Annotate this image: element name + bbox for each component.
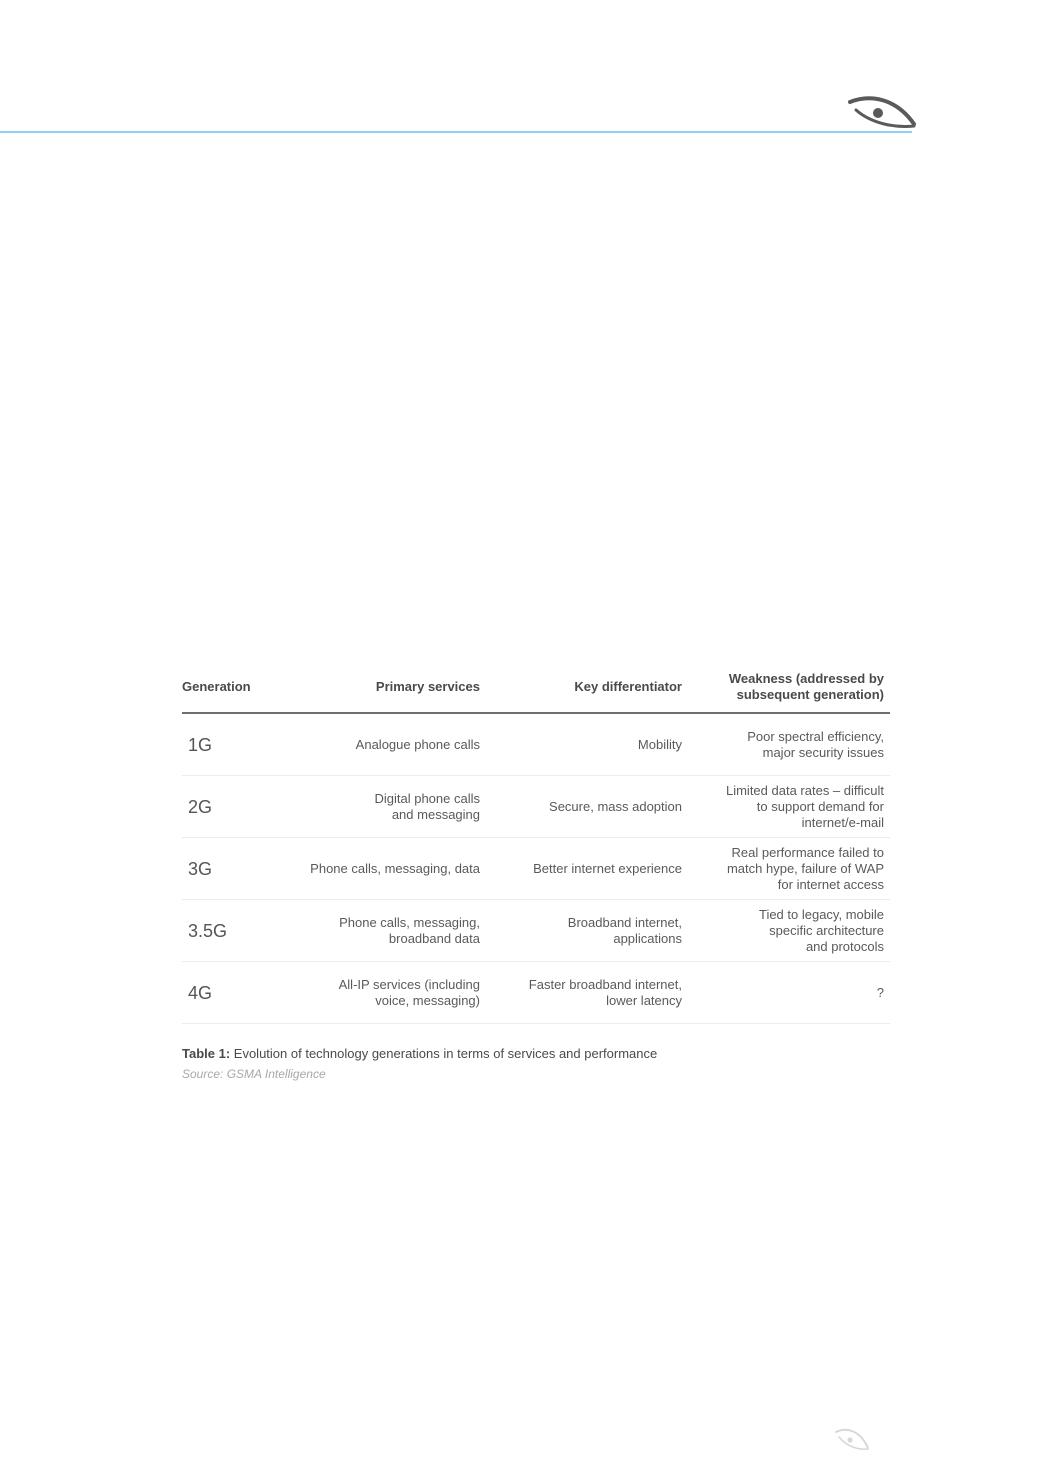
key-differentiator-cell: Better internet experience (486, 838, 688, 900)
eye-watermark-icon (834, 1426, 870, 1456)
weakness-cell: ? (688, 962, 890, 1024)
key-differentiator-cell: Secure, mass adoption (486, 776, 688, 838)
table-caption-text: Evolution of technology generations in terms of services and performance (230, 1046, 658, 1061)
weakness-cell: Poor spectral efficiency, major security issues (688, 713, 890, 776)
table-header-row (182, 662, 890, 713)
weakness-cell: Real performance failed to match hype, failure of WAP for internet access (688, 838, 890, 900)
table-row (182, 962, 890, 1024)
key-differentiator-cell: Broadband internet, applications (486, 900, 688, 962)
generation-cell: 4G (182, 962, 282, 1024)
header-key-differentiator: Key differentiator (486, 662, 688, 713)
header-rule (0, 131, 912, 133)
generation-cell: 2G (182, 776, 282, 838)
key-differentiator-cell: Faster broadband internet, lower latency (486, 962, 688, 1024)
generations-table-container (182, 662, 890, 1083)
weakness-cell: Tied to legacy, mobile specific architecture and protocols (688, 900, 890, 962)
header-weakness: Weakness (addressed by subsequent generation) (688, 662, 890, 713)
primary-services-cell: Phone calls, messaging, broadband data (282, 900, 486, 962)
weakness-cell: Limited data rates – difficult to support demand for internet/e-mail (688, 776, 890, 838)
table-row (182, 838, 890, 900)
key-differentiator-cell: Mobility (486, 713, 688, 776)
primary-services-cell: Analogue phone calls (282, 713, 486, 776)
table-row (182, 713, 890, 776)
table-source: Source: GSMA Intelligence (182, 1067, 326, 1081)
primary-services-cell: Digital phone calls and messaging (282, 776, 486, 838)
generations-table (182, 662, 890, 1024)
generation-cell: 3.5G (182, 900, 282, 962)
table-row (182, 776, 890, 838)
primary-services-cell: All-IP services (including voice, messaging) (282, 962, 486, 1024)
generation-cell: 3G (182, 838, 282, 900)
header-primary-services: Primary services (282, 662, 486, 713)
generation-cell: 1G (182, 713, 282, 776)
table-caption (182, 1045, 890, 1063)
table-caption-label: Table 1: (182, 1046, 231, 1061)
primary-services-cell: Phone calls, messaging, data (282, 838, 486, 900)
table-row (182, 900, 890, 962)
eye-logo-icon (846, 94, 918, 134)
header-generation: Generation (182, 662, 282, 713)
